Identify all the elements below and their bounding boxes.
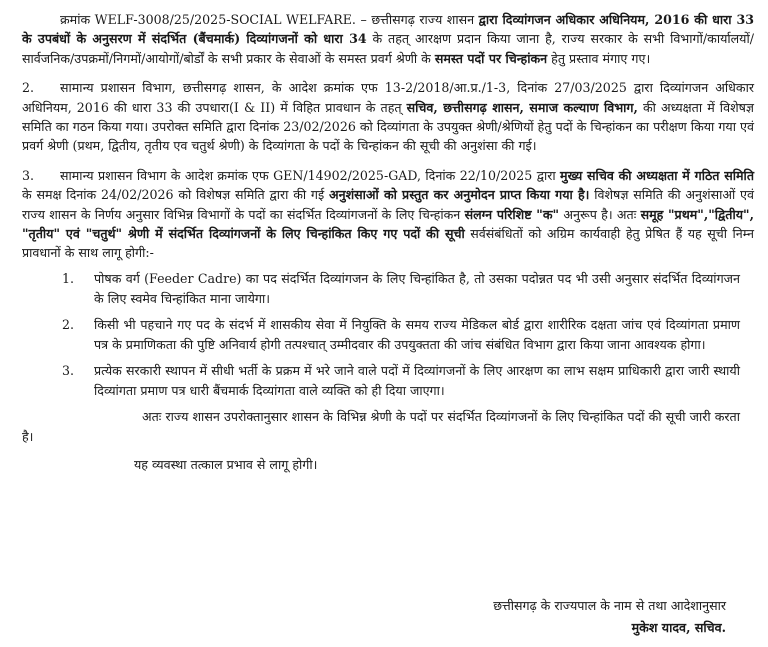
para3-text-5: सर्वसंबंधितों को अग्रिम कार्यवाही हेतु प्रेषित हैं यह सूची निम्न प्रावधानों के साथ लागू होगी:- bbox=[22, 226, 754, 261]
list-item-text: किसी भी पहचाने गए पद के संदर्भ में शासकीय सेवा में नियुक्ति के समय राज्य मेडिकल बोर्ड द्वारा शारीरिक दक्षता जांच एवं दिव्यांगता प्रमाण पत्र के प्रमाणिकता की पुष्टि अनिवार्य होगी तत्पश्चात् उम्मीदवार की उपयुक्तता की जांच संबंधित विभाग द्वारा किया जाना आवश्यक होगा। bbox=[94, 316, 740, 352]
paragraph-3 bbox=[22, 166, 754, 263]
effective-statement: यह व्यवस्था तत्काल प्रभाव से लागू होगी। bbox=[134, 456, 318, 472]
provisions-list bbox=[62, 269, 740, 401]
para3-text-1: सामान्य प्रशासन विभाग के आदेश क्रमांक एफ GEN/14902/2025-GAD, दिनांक 22/10/2025 द्वारा bbox=[60, 167, 561, 183]
list-item-text: प्रत्येक सरकारी स्थापन में सीधी भर्ती के प्रक्रम में भरे जाने वाले पदों में दिव्यांगजनों के लिए आरक्षण का लाभ सक्षम प्राधिकारी द्वारा जारी स्थायी दिव्यांगता प्रमाण पत्र धारी बैंचमार्क दिव्यांगता वाले व्यक्ति को ही दिया जाएगा। bbox=[94, 362, 740, 398]
signature-authority: छत्तीसगढ़ के राज्यपाल के नाम से तथा आदेशानुसार bbox=[493, 598, 726, 613]
paragraph-2 bbox=[22, 78, 754, 156]
para1-text-2: के तहत् आरक्षण प्रदान किया जाना है, राज्य सरकार के सभी विभागों/कार्यालयों/सार्वजनिक/उपक्रमों/निगमों/आयोगों/बोर्डों के सभी प्रकार के सेवाओं के समस्त प्रवर्ग श्रेणी के bbox=[22, 31, 754, 66]
list-item bbox=[62, 269, 740, 309]
para1-bold-1: द्वारा दिव्यांगजन अधिकार अधिनियम, 2016 की धारा 33 के उपबंधों के अनुसरण में संदर्भित (बैंचमार्क) दिव्यांगजनों को धारा 34 bbox=[22, 12, 754, 47]
list-item bbox=[62, 361, 740, 401]
para3-bold-4: समूह "प्रथम","द्वितीय", "तृतीय" एवं "चतुर्थ" श्रेणी में संदर्भित दिव्यांगजनों के लिए चिन्हांकित किए गए पदों की सूची bbox=[22, 206, 754, 242]
list-item-text: पोषक वर्ग (Feeder Cadre) का पद संदर्भित दिव्यांगजन के लिए चिन्हांकित है, तो उसका पदोन्नत पद भी उसी अनुसार संदर्भित दिव्यांगजन के लिए स्वमेव चिन्हांकित माना जायेगा। bbox=[94, 270, 740, 306]
list-item-number: 1. bbox=[62, 270, 75, 286]
list-item bbox=[62, 315, 740, 355]
para3-text-2: के समक्ष दिनांक 24/02/2026 को विशेषज्ञ समिति द्वारा की गई bbox=[22, 187, 329, 203]
signature-name: मुकेश यादव, सचिव. bbox=[631, 620, 726, 635]
reference-number: क्रमांक WELF-3008/25/2025-SOCIAL WELFARE. – bbox=[60, 12, 367, 27]
para3-text-4: अनुरूप है। अतः bbox=[559, 206, 641, 222]
para2-text-1: सामान्य प्रशासन विभाग, छत्तीसगढ़ शासन, के आदेश क्रमांक एफ 13-2/2018/आ.प्र./1-3, दिनांक 27/03/2025 द्वारा दिव्यांगजन अधिकार अधिनियम, 2016 की धारा 33 की उपधारा(I & II) में विहित प्रावधान के तहत् bbox=[22, 80, 754, 115]
para1-bold-2: समस्त पदों पर चिन्हांकन bbox=[434, 50, 548, 66]
paragraph-1 bbox=[22, 10, 754, 68]
para3-bold-2: अनुशंसाओं को प्रस्तुत कर अनुमोदन प्राप्त किया गया है। bbox=[328, 187, 590, 203]
para2-text-2: की अध्यक्षता में विशेषज्ञ समिति का गठन किया गया। उपरोक्त समिति द्वारा दिनांक 23/02/2026 को दिव्यांगता के उपयुक्त श्रेणी/श्रेणियों हेतु पदों के चिन्हांकन का परीक्षण किया गया एवं प्रवर्ग श्रेणी (प्रथम, द्वितीय, तृतीय एव चतुर्थ श्रेणी) के दिव्यांगता के पदों के चिन्हांकन की सूची की अनुशंसा की गई। bbox=[22, 99, 754, 154]
closing-statement: अतः राज्य शासन उपरोक्तानुसार शासन के विभिन्न श्रेणी के पदों पर संदर्भित दिव्यांगजनों के लिए चिन्हांकित पदों की सूची जारी करता है। bbox=[22, 408, 740, 444]
para2-bold-1: सचिव, छत्तीसगढ़ शासन, समाज कल्याण विभाग, bbox=[406, 99, 638, 115]
para1-text-3: हेतु प्रस्ताव मंगाए गए। bbox=[547, 50, 651, 66]
paragraph-2-number: 2. bbox=[22, 80, 35, 96]
para3-text-3: विशेषज्ञ समिति की अनुशंसाओं एवं राज्य शासन के निर्णय अनुसार विभिन्न विभागों के पदों का संदर्भित दिव्यांगजनों के लिए चिन्हांकन bbox=[22, 187, 754, 222]
list-item-number: 3. bbox=[62, 362, 75, 378]
appendix-reference: संलग्न परिशिष्ट "क" bbox=[464, 206, 560, 222]
list-item-number: 2. bbox=[62, 316, 75, 332]
para1-text-1: छत्तीसगढ़ राज्य शासन bbox=[366, 12, 479, 27]
paragraph-3-number: 3. bbox=[22, 167, 35, 183]
para3-bold-1: मुख्य सचिव की अध्यक्षता में गठित समिति bbox=[560, 167, 754, 183]
